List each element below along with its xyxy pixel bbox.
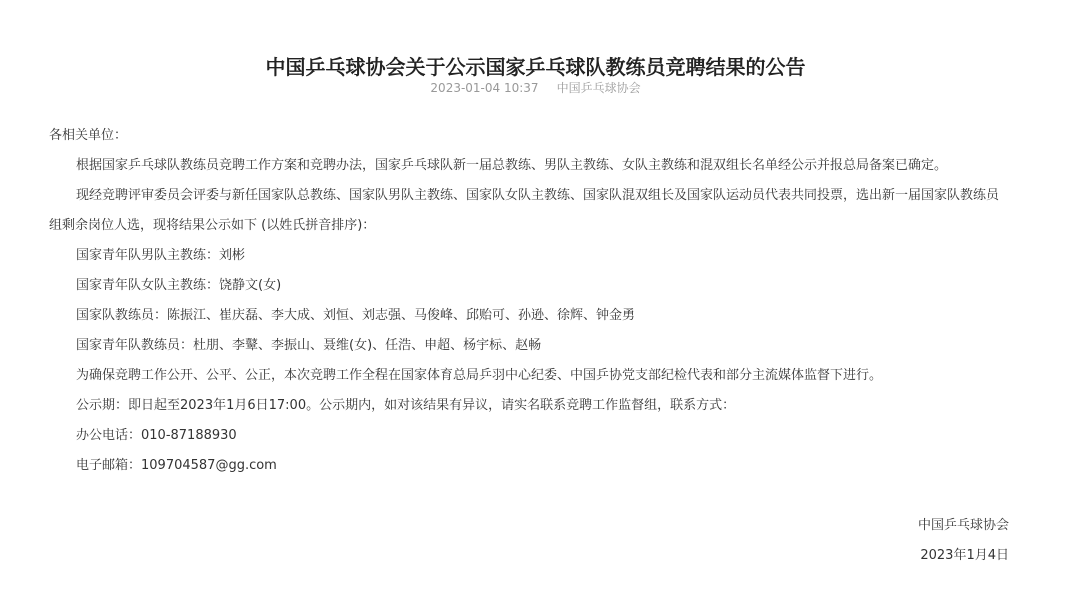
paragraph-voting: 现经竞聘评审委员会评委与新任国家队总教练、国家队男队主教练、国家队女队主教练、国家队混双组长及国家队运动员代表共同投票，选出新一届国家队教练员组剩余岗位人选，现将结果公示如下 (以姓氏拼音排序)：	[49, 188, 1000, 233]
paragraph-supervision: 为确保竞聘工作公开、公平、公正，本次竞聘工作全程在国家体育总局乒羽中心纪委、中国乒协党支部纪检代表和部分主流媒体监督下进行。	[76, 368, 883, 383]
article-title: 中国乒乓球协会关于公示国家乒乓球队教练员竞聘结果的公告	[265, 55, 806, 80]
result-national-coaches: 国家队教练员：陈振江、崔庆磊、李大成、刘恒、刘志强、马俊峰、邱贻可、孙逊、徐辉、钟金勇	[76, 308, 636, 323]
article-body	[49, 121, 1009, 481]
paragraph-notice-period: 公示期：即日起至2023年1月6日17:00。公示期内，如对该结果有异议，请实名联系竞聘工作监督组，联系方式：	[76, 398, 736, 413]
result-youth-women-head-coach: 国家青年队女队主教练：饶静文(女)	[76, 278, 282, 293]
paragraph-intro: 根据国家乒乓球队教练员竞聘工作方案和竞聘办法，国家乒乓球队新一届总教练、男队主教练、女队主教练和混双组长名单经公示并报总局备案已确定。	[76, 158, 948, 173]
contact-phone: 办公电话：010-87188930	[76, 428, 237, 443]
salutation: 各相关单位：	[49, 128, 128, 143]
article-source: 中国乒乓球协会	[556, 81, 641, 95]
publish-date: 2023-01-04 10:37	[430, 81, 539, 95]
result-youth-men-head-coach: 国家青年队男队主教练：刘彬	[76, 248, 246, 263]
signature-org: 中国乒乓球协会	[917, 518, 1009, 533]
signature-date: 2023年1月4日	[920, 548, 1009, 563]
contact-email: 电子邮箱：109704587@gg.com	[76, 458, 277, 473]
article-meta	[0, 80, 1071, 96]
result-youth-coaches: 国家青年队教练员：杜朋、李鼙、李振山、聂维(女)、任浩、申超、杨宇标、赵畅	[76, 338, 542, 353]
